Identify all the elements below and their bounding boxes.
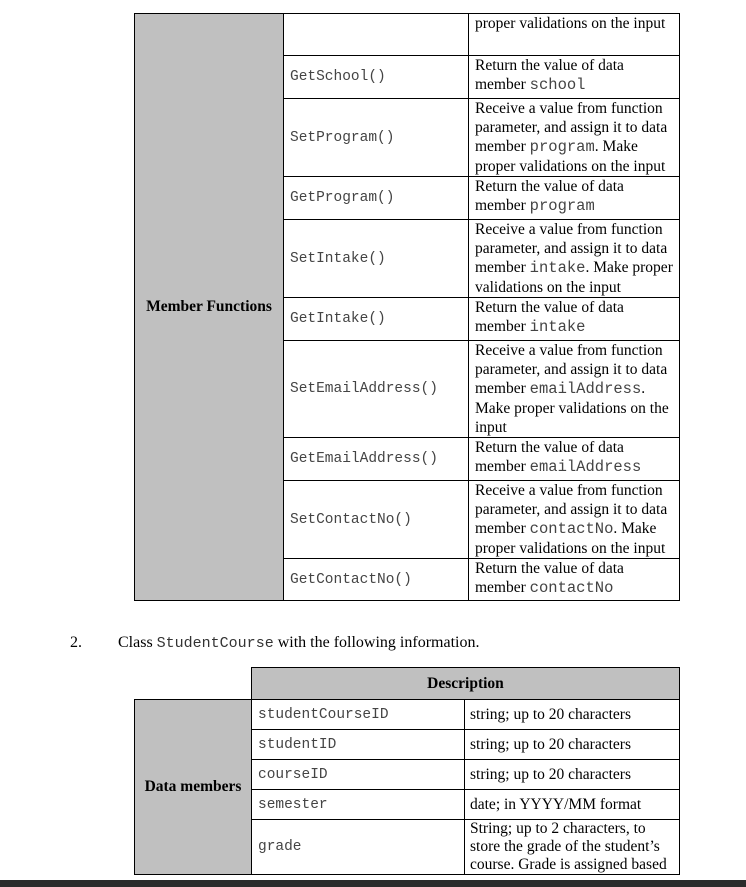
table-row — [135, 700, 680, 730]
inline-code: emailAddress — [529, 458, 642, 476]
description-text: Return the value of data member — [475, 439, 624, 475]
field-description: string; up to 20 characters — [465, 700, 680, 730]
description-text: Return the value of data member — [475, 178, 624, 214]
field-description: string; up to 20 characters — [465, 760, 680, 790]
item-text-after: with the following information. — [273, 634, 480, 651]
function-description — [469, 220, 680, 298]
description-text: Return the value of data member — [475, 57, 624, 93]
item-text-before: Class — [118, 634, 157, 651]
class-name: StudentCourse — [156, 635, 274, 652]
description-text: Return the value of data member — [475, 299, 624, 335]
member-function-row — [135, 14, 680, 56]
function-description — [469, 177, 680, 220]
field-description: String; up to 2 characters, to store the grade of the student’s course. Grade is assigned based — [465, 820, 680, 875]
function-description — [469, 14, 680, 56]
function-name: GetContactNo() — [284, 559, 469, 601]
field-name: semester — [252, 790, 465, 820]
description-text: . Make proper validations on the input — [475, 259, 673, 296]
description-header: Description — [252, 668, 680, 700]
table-header-row — [135, 668, 680, 700]
list-item-number: 2. — [70, 634, 82, 651]
function-name: SetIntake() — [284, 220, 469, 298]
description-text: Receive a value from function parameter, and assign it to data member — [475, 482, 668, 537]
inline-code: intake — [529, 259, 586, 277]
description-text: Return the value of data member — [475, 560, 624, 596]
function-name: GetEmailAddress() — [284, 438, 469, 481]
function-name: SetEmailAddress() — [284, 341, 469, 438]
field-name: studentID — [252, 730, 465, 760]
function-description — [469, 559, 680, 601]
inline-code: school — [529, 76, 586, 94]
function-name: SetProgram() — [284, 99, 469, 177]
function-description — [469, 341, 680, 438]
description-text: . Make proper validations on the input — [475, 138, 666, 175]
field-description: date; in YYYY/MM format — [465, 790, 680, 820]
function-name: GetIntake() — [284, 298, 469, 341]
description-text: proper validations on the input — [475, 15, 666, 32]
member-functions-table — [134, 13, 680, 601]
function-name: GetSchool() — [284, 56, 469, 99]
function-description — [469, 56, 680, 99]
inline-code: contactNo — [529, 579, 614, 597]
member-functions-label: Member Functions — [135, 14, 284, 601]
field-name: grade — [252, 820, 465, 875]
inline-code: program — [529, 197, 595, 215]
field-description: string; up to 20 characters — [465, 730, 680, 760]
bottom-bar — [0, 880, 746, 887]
field-name: studentCourseID — [252, 700, 465, 730]
description-text: Receive a value from function parameter, and assign it to data member — [475, 100, 668, 155]
function-description — [469, 298, 680, 341]
data-members-label: Data members — [135, 700, 252, 875]
function-name — [284, 14, 469, 56]
description-text: Receive a value from function parameter, and assign it to data member — [475, 221, 668, 276]
function-description — [469, 481, 680, 559]
list-item-text — [118, 634, 479, 652]
inline-code: intake — [529, 318, 586, 336]
description-text: Receive a value from function parameter, and assign it to data member — [475, 342, 668, 397]
description-text: . Make proper validations on the input — [475, 380, 669, 436]
field-name: courseID — [252, 760, 465, 790]
description-text: . Make proper validations on the input — [475, 520, 666, 557]
inline-code: emailAddress — [529, 380, 642, 398]
function-description — [469, 99, 680, 177]
inline-code: contactNo — [529, 520, 614, 538]
header-spacer — [135, 668, 252, 700]
function-name: SetContactNo() — [284, 481, 469, 559]
inline-code: program — [529, 138, 595, 156]
function-description — [469, 438, 680, 481]
data-members-table — [134, 667, 680, 875]
function-name: GetProgram() — [284, 177, 469, 220]
